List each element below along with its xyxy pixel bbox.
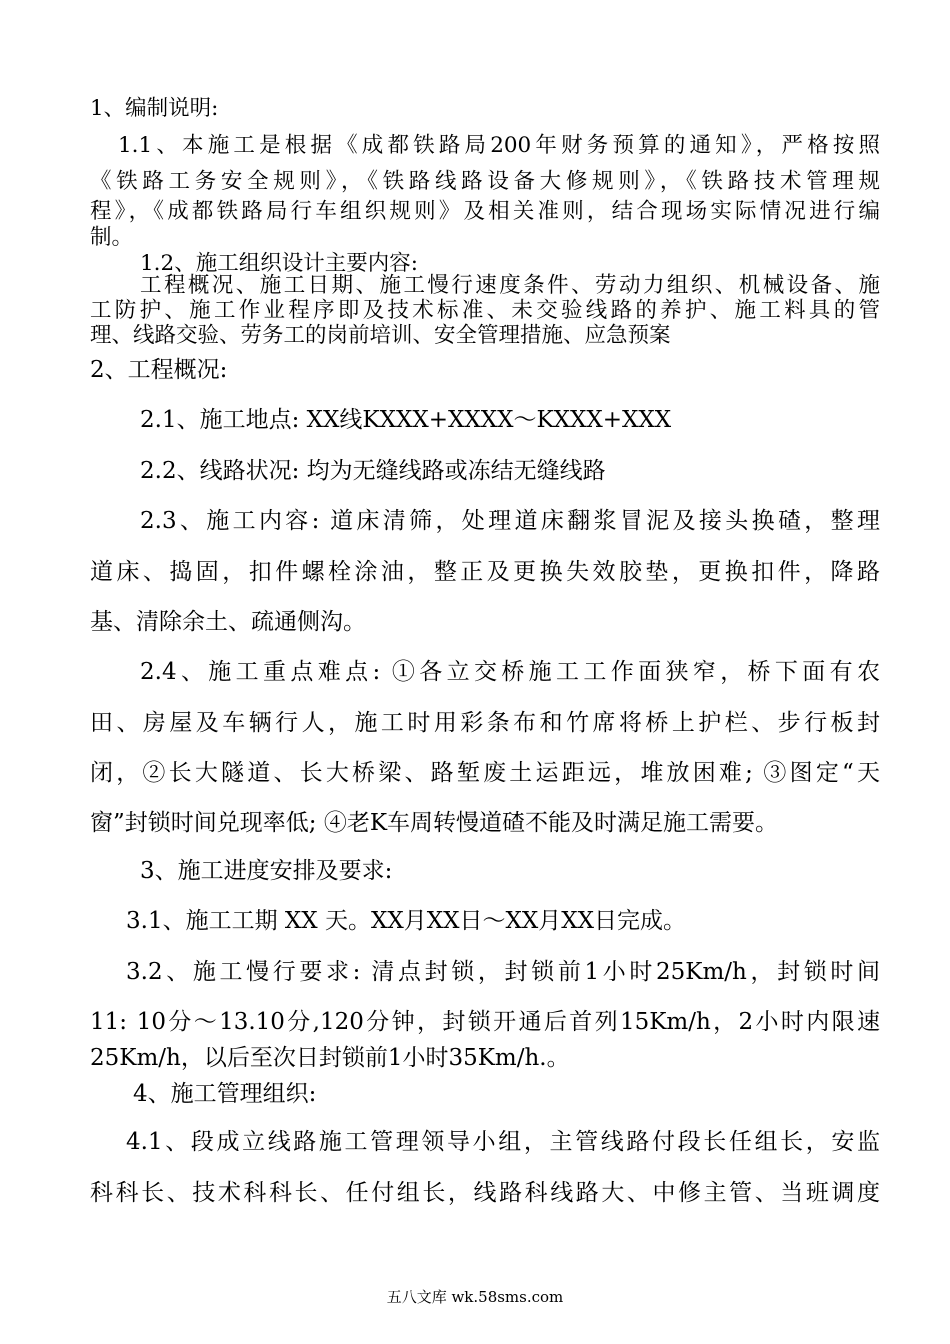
heading-4: 4、施工管理组织: <box>133 1081 317 1107</box>
paragraph-line: 3.2、施工慢行要求: 清点封锁，封锁前1小时25Km/h，封锁时间 <box>126 959 880 985</box>
subheading-1-2: 1.2、施工组织设计主要内容: <box>140 251 418 276</box>
footer-watermark: 五八文库 wk.58sms.com <box>386 1288 564 1306</box>
paragraph-line: 4.1、段成立线路施工管理领导小组，主管线路付段长任组长，安监 <box>126 1129 880 1155</box>
paragraph-line: 2.3、施工内容: 道床清筛，处理道床翻浆冒泥及接头换碴，整理 <box>140 508 880 534</box>
heading-3: 3、施工进度安排及要求: <box>140 858 393 884</box>
paragraph-line: 道床、捣固，扣件螺栓涂油，整正及更换失效胶垫，更换扣件，降路 <box>90 559 880 585</box>
paragraph-line: 程》，《成都铁路局行车组织规则》及相关准则，结合现场实际情况进行编 <box>90 199 880 224</box>
paragraph-line: 工程概况、施工日期、施工慢行速度条件、劳动力组织、机械设备、施 <box>140 273 880 298</box>
paragraph-line: 基、清除余土、疏通侧沟。 <box>90 609 366 635</box>
paragraph-line: 科科长、技术科科长、任付组长，线路科线路大、中修主管、当班调度 <box>90 1180 880 1206</box>
paragraph-line: 制。 <box>90 225 134 250</box>
paragraph-line: 工防护、施工作业程序即及技术标准、未交验线路的养护、施工料具的管 <box>90 298 880 323</box>
line-status-line: 2.2、线路状况: 均为无缝线路或冻结无缝线路 <box>140 458 606 484</box>
heading-1: 1、编制说明: <box>90 96 219 121</box>
construction-period-line: 3.1、施工工期 XX 天。XX月XX日～XX月XX日完成。 <box>126 908 686 934</box>
paragraph-line: 闭，②长大隧道、长大桥梁、路堑废土运距远，堆放困难; ③图定“天 <box>90 760 880 786</box>
paragraph-line: 11: 10分～13.10分,120分钟，封锁开通后首列15Km/h，2小时内限速 <box>90 1009 880 1035</box>
paragraph-line: 田、房屋及车辆行人，施工时用彩条布和竹席将桥上护栏、步行板封 <box>90 710 880 736</box>
paragraph-line: 25Km/h，以后至次日封锁前1小时35Km/h.。 <box>90 1045 570 1071</box>
paragraph-line: 理、线路交验、劳务工的岗前培训、安全管理措施、应急预案 <box>90 323 671 348</box>
paragraph-line: 1.1、本施工是根据《成都铁路局200年财务预算的通知》，严格按照 <box>118 133 880 158</box>
heading-2: 2、工程概况: <box>90 357 228 383</box>
paragraph-line: 《铁路工务安全规则》，《铁路线路设备大修规则》，《铁路技术管理规 <box>90 169 880 194</box>
paragraph-line: 窗”封锁时间兑现率低; ④老K车周转慢道碴不能及时满足施工需要。 <box>90 810 779 836</box>
paragraph-line: 2.4、施工重点难点: ①各立交桥施工工作面狭窄，桥下面有农 <box>140 659 880 685</box>
construction-site-line: 2.1、施工地点: XX线KXXX+XXXX～KXXX+XXX <box>140 407 672 433</box>
